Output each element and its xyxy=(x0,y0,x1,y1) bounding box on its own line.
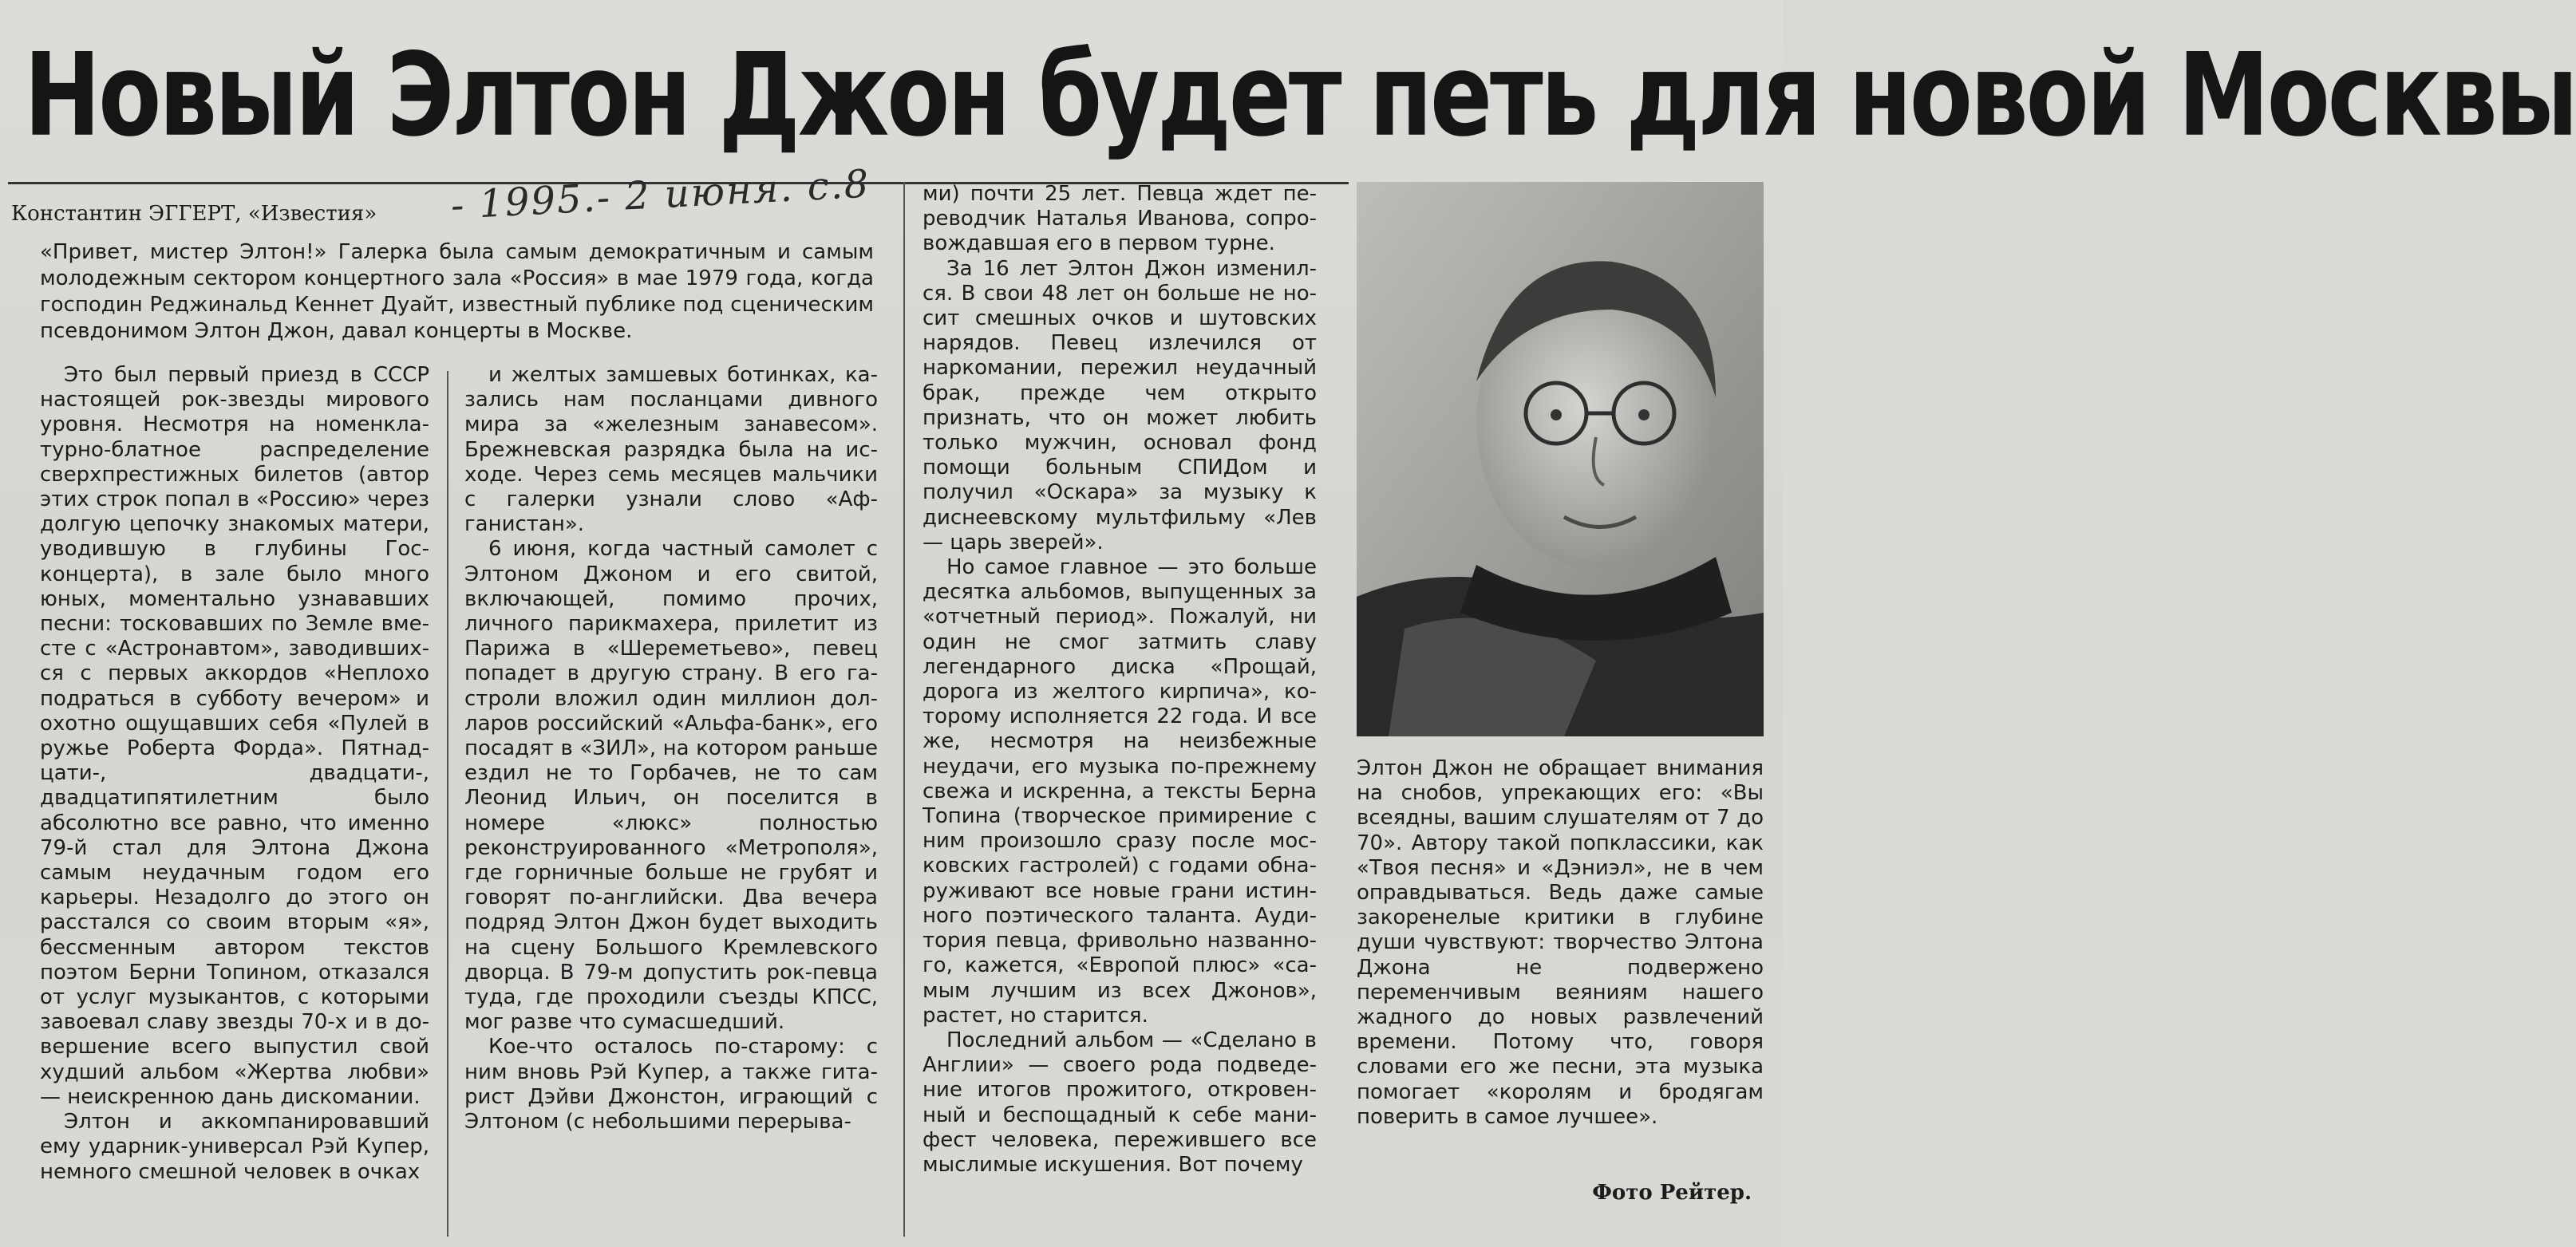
elton-john-photo xyxy=(1357,182,1764,736)
photo-credit: Фото Рейтер. xyxy=(1592,1181,1752,1205)
photo-caption: Элтон Джон не обращает внимания на снобов, упрекающих его: «Вы всеядны, вашим слушателям от 7 до 70». Автору такой попклассики, как «Твоя песня» и «Дэниэл», не в чем оправдываться. Ведь даже самые закоренелые критики в глубине души чувствуют: творчество Элтона Джона не подвержено переменчивым веяниям нашего жадного до новых развлечений времени. Потому что, говоря словами его же песни, эта музыка помогает «королям и бродягам поверить в самое лучшее». xyxy=(1357,756,1764,1129)
column-1-paragraph: Это был первый приезд в СССР настоящей рок-звезды мирового уровня. Несмотря на номенклатурно-блатное распределение сверхпрестижных билетов (автор этих строк попал в «Россию» через долгую цепочку знакомых матери, уводившую в глубины Госконцерта), в зале было много юных, моментально узнававших песни: тосковавших по Земле вместе с «Астронавтом», заводившихся с первых аккордов «Неплохо подраться в субботу вечером» и охотно ощущавших себя «Пулей в ружье Роберта Форда». Пятнадцати-, двадцати-, двадцатипятилетним было абсолютно все равно, что именно 79-й стал для Элтона Джона самым неудачным годом его карьеры. Незадолго до этого он расстался со своим вторым «я», бессменным автором текстов поэтом Берни Топином, отказался от услуг музыкантов, с которыми завоевал славу звезды 70-х и в довершение всего выпустил свой худший альбом «Жертва любви» — неискренною дань дискомании. xyxy=(40,363,429,1109)
article-column-1 xyxy=(40,363,429,1185)
column-divider xyxy=(903,182,905,1237)
byline: Константин ЭГГЕРТ, «Известия» xyxy=(11,202,377,226)
column-2-paragraph: 6 июня, когда частный самолет с Элтоном Джоном и его свитой, включающей, помимо прочих, личного парикмахера, прилетит из Парижа в «Шереметьево», певец попадет в другую страну. В его гастроли вложил один миллион долларов российский «Альфа-банк», его посадят в «ЗИЛ», на котором раньше ездил не то Горбачев, не то сам Леонид Ильич, он поселится в номере «люкс» полностью реконструированного «Метрополя», где горничные больше не грубят и говорят по-английски. Два вечера подряд Элтон Джон будет выходить на сцену Большого Кремлевского дворца. В 79-м допустить рок-певца туда, где проходили съезды КПСС, мог разве что сумасшедший. xyxy=(464,537,878,1035)
article-column-2 xyxy=(464,363,878,1135)
portrait-illustration xyxy=(1357,182,1764,736)
column-divider xyxy=(447,371,448,1237)
column-3-paragraph: Но самое главное — это больше десятка альбомов, выпущенных за «отчетный период». Пожалуй, ни один не смог затмить славу легендарного диска «Прощай, дорога из желтого кирпича», которому исполняется 22 года. И все же, несмотря на неизбежные неудачи, его музыка по-прежнему свежа и искренна, а тексты Берна Топина (творческое примирение с ним произошло сразу после московских гастролей) с годами обнаруживают все новые грани истинного поэтического таланта. Аудитория певца, фривольно названного, кажется, «Европой плюс» «самым лучшим из всех Джонов», растет, но старится. xyxy=(923,555,1317,1028)
handwritten-date-note: - 1995.- 2 июня. с.8 xyxy=(449,161,871,228)
headline: Новый Элтон Джон будет петь для новой Москвы xyxy=(24,29,2576,163)
column-3-paragraph: Последний альбом — «Сделано в Англии» — своего рода подведение итогов прожитого, откровенный и беспощадный к себе манифест человека, пережившего все мыслимые искушения. Вот почему xyxy=(923,1028,1317,1177)
column-3-paragraph: За 16 лет Элтон Джон изменился. В свои 48 лет он больше не носит смешных очков и шутовских нарядов. Певец излечился от наркомании, пережил неудачный брак, прежде чем открыто признать, что он может любить только мужчин, основал фонд помощи больным СПИДом и получил «Оскара» за музыку к диснеевскому мультфильму «Лев — царь зверей». xyxy=(923,256,1317,554)
column-3-paragraph: ми) почти 25 лет. Певца ждет переводчик Наталья Иванова, сопровождавшая его в первом турне. xyxy=(923,182,1317,256)
column-1-paragraph: Элтон и аккомпанировавший ему ударник-универсал Рэй Купер, немного смешной человек в очках xyxy=(40,1110,429,1184)
column-2-paragraph: и желтых замшевых ботинках, казались нам посланцами дивного мира за «железным занавесом». Брежневская разрядка была на исходе. Через семь месяцев мальчики с галерки узнали слово «Афганистан». xyxy=(464,363,878,537)
column-2-paragraph: Кое-что осталось по-старому: с ним вновь Рэй Купер, а также гитарист Дэйви Джонстон, играющий с Элтоном (с небольшими перерыва- xyxy=(464,1035,878,1135)
lead-paragraph: «Привет, мистер Элтон!» Галерка была самым демократичным и самым молодежным сектором концертного зала «Россия» в мае 1979 года, когда господин Реджинальд Кеннет Дуайт, известный публике под сценическим псевдонимом Элтон Джон, давал концерты в Москве. xyxy=(40,240,874,343)
article-column-3 xyxy=(923,182,1317,1178)
